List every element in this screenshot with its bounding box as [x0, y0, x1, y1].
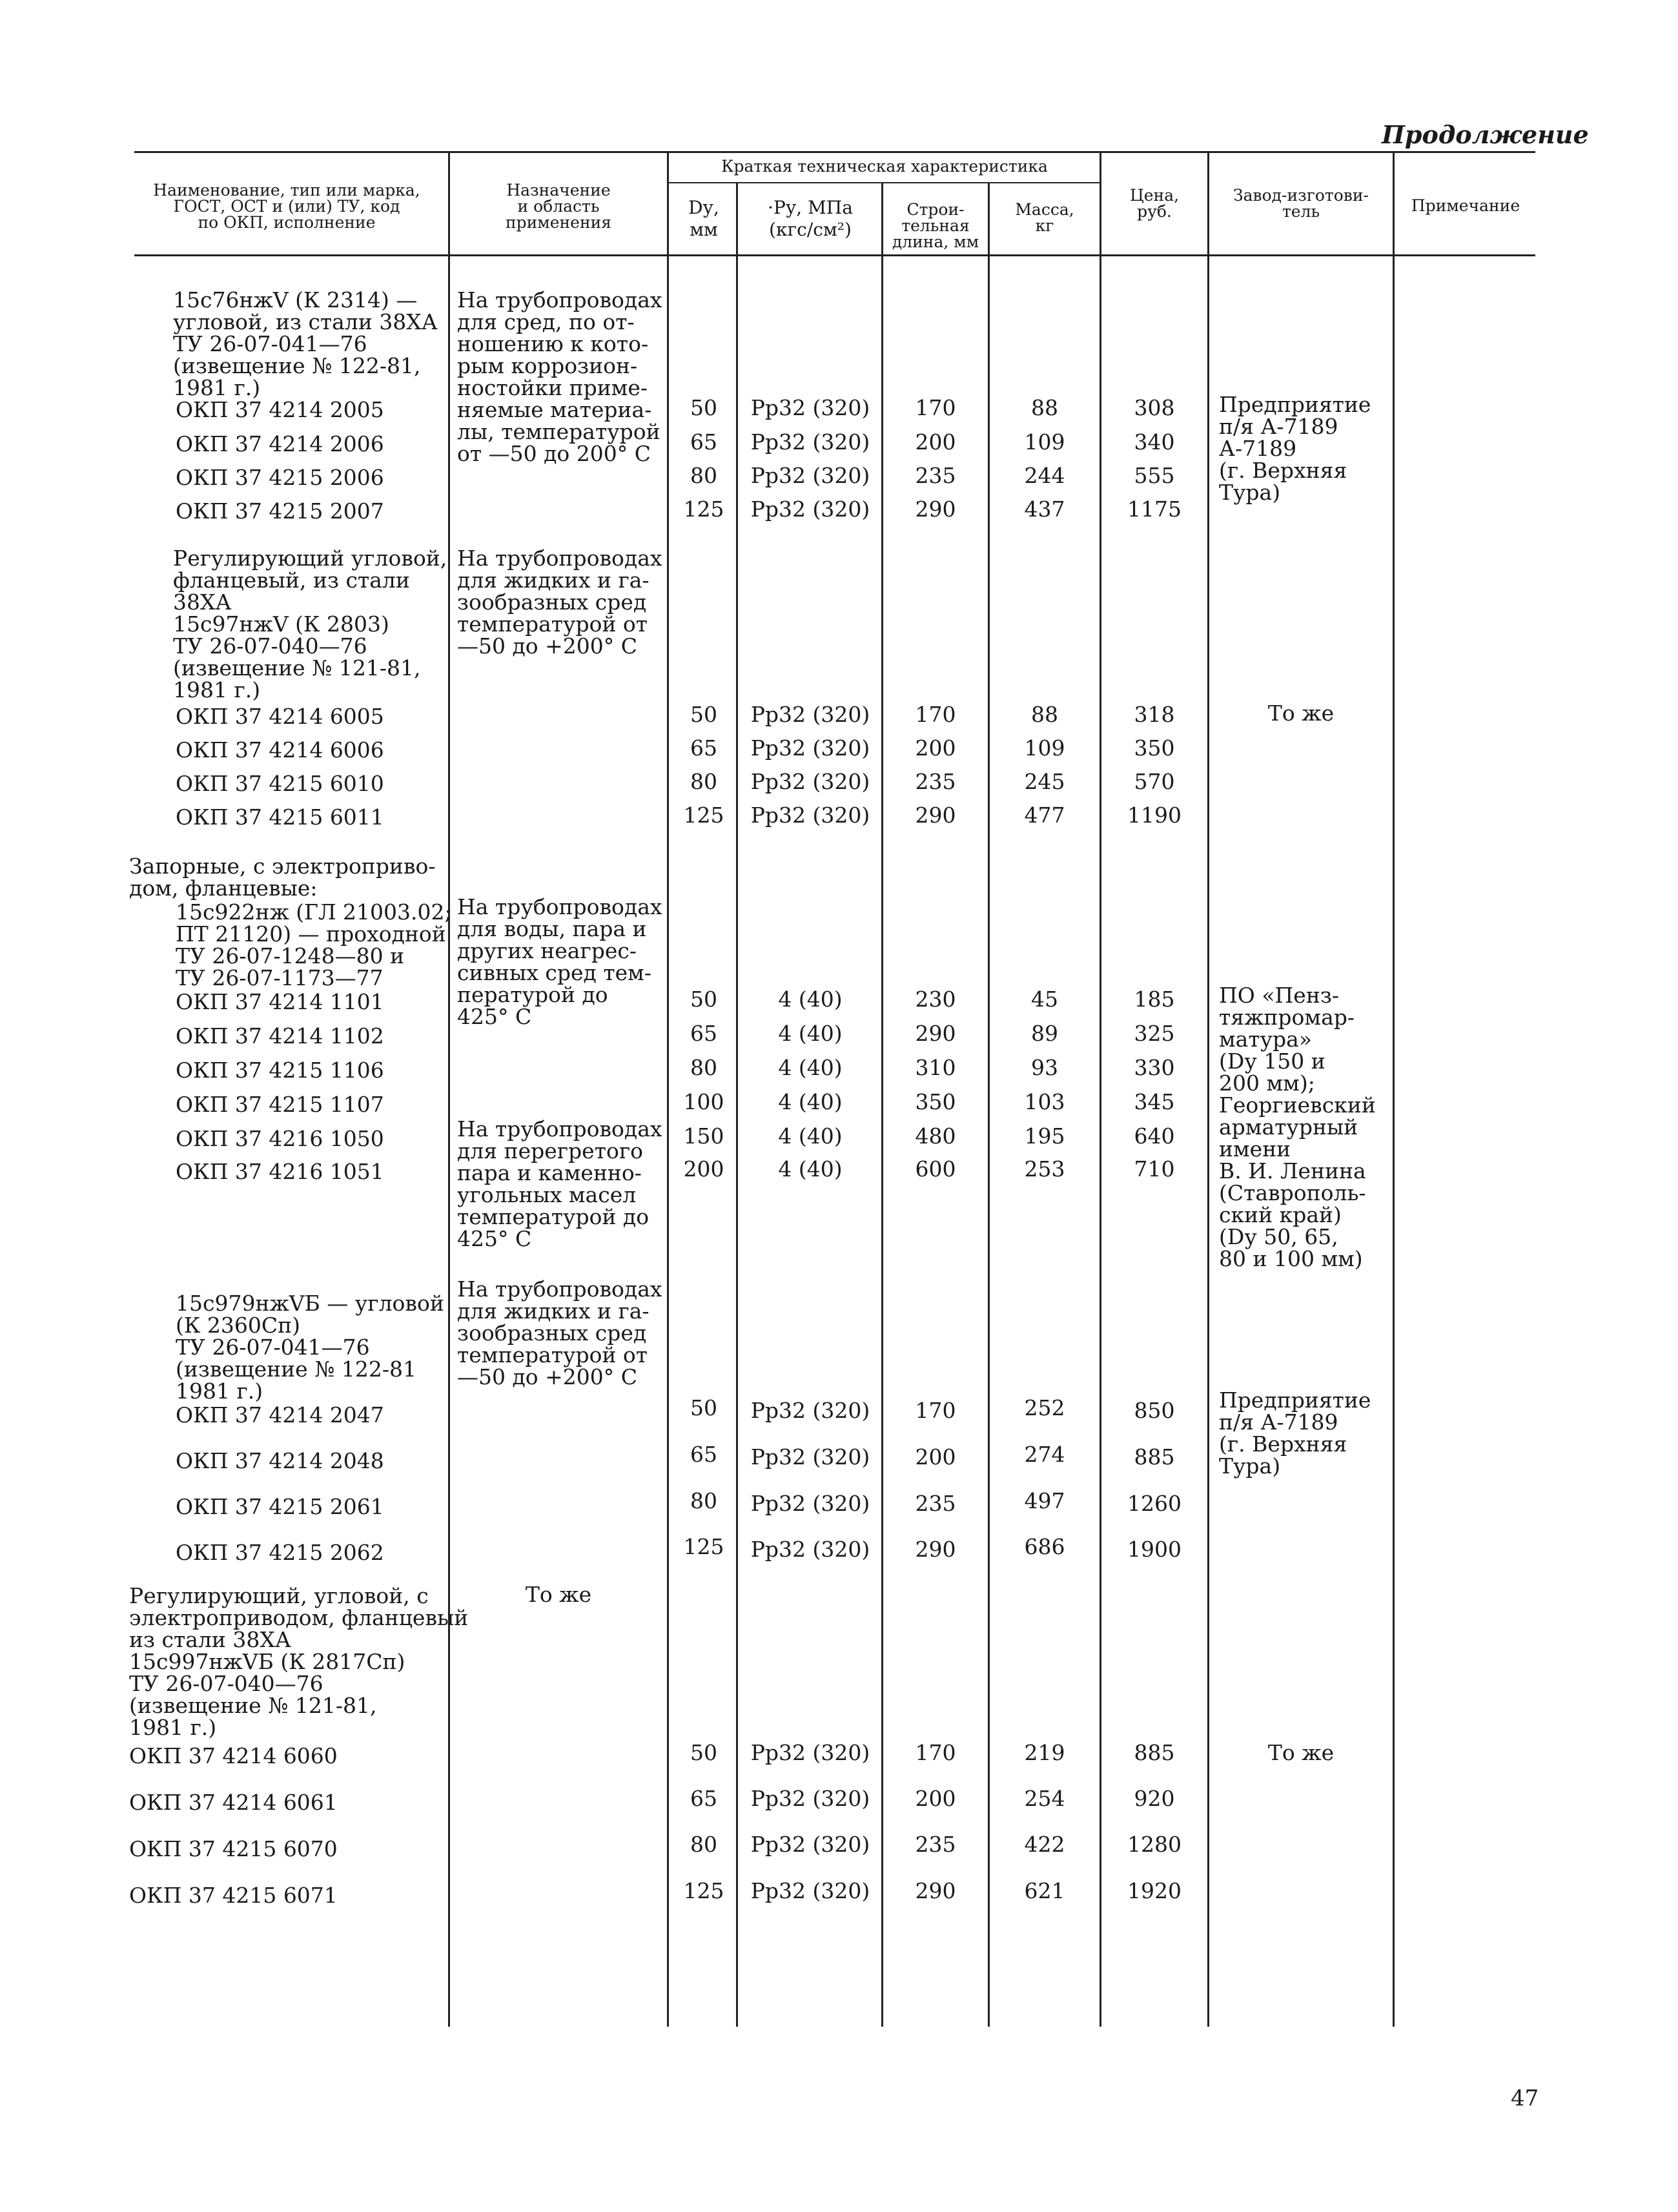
dy-value: 80: [690, 1055, 717, 1080]
header-mass: Масса, кг: [1015, 200, 1074, 235]
price-value: 345: [1134, 1089, 1175, 1114]
price-value: 340: [1134, 429, 1175, 455]
length-value: 200: [915, 429, 956, 455]
price-value: 330: [1134, 1055, 1175, 1080]
dy-value: 200: [683, 1156, 724, 1182]
py-value: 4 (40): [778, 1021, 843, 1046]
length-value: 600: [915, 1156, 956, 1182]
mass-value: 89: [1031, 1021, 1058, 1046]
length-value: 235: [915, 1491, 956, 1516]
mass-value: 244: [1024, 463, 1065, 488]
length-value: 200: [915, 1786, 956, 1811]
group-name: 15с922нж (ГЛ 21003.02; ПТ 21120) — проходной ТУ 26-07-1248—80 и ТУ 26-07-1173—77: [176, 899, 452, 990]
okp-code: ОКП 37 4216 1051: [176, 1159, 384, 1184]
group-purpose: На трубопроводах для жидких и га- зообразных сред температурой от —50 до +200° С: [457, 546, 662, 659]
length-value: 235: [915, 769, 956, 794]
okp-code: ОКП 37 4214 1102: [176, 1023, 384, 1049]
price-value: 350: [1134, 735, 1175, 761]
dy-value: 80: [690, 769, 717, 794]
group-maker: ПО «Пенз- тяжпромар- матура» (Dу 150 и 200 мм); Георгиевский арматурный имени В. И. Ленина (Ставрополь- ский край) (Dу 50, 65, 80 и 100 мм): [1219, 983, 1376, 1271]
page-number: 47: [1511, 2085, 1539, 2111]
dy-value: 65: [690, 429, 717, 455]
price-value: 318: [1134, 702, 1175, 727]
py-value: Pр32 (320): [750, 702, 870, 727]
col-rule-dy: [736, 182, 738, 2027]
py-value: Pр32 (320): [750, 463, 870, 488]
dy-value: 50: [690, 1395, 717, 1420]
price-value: 850: [1134, 1398, 1175, 1423]
py-value: Pр32 (320): [750, 429, 870, 455]
py-value: 4 (40): [778, 1123, 843, 1149]
dy-value: 65: [690, 1442, 717, 1467]
header-group-rule: [667, 182, 1101, 183]
header-length: Строи- тельная длина, мм: [892, 200, 979, 251]
header-bottom-rule: [134, 254, 1535, 256]
group-name: Регулирующий, угловой, с электроприводом, фланцевый из стали 38ХА 15с997нжVБ (К 2817Сп) ТУ 26-07-040—76 (извещение № 121-81, 1981 г.): [129, 1583, 469, 1740]
okp-code: ОКП 37 4214 1101: [176, 989, 384, 1014]
group-purpose: На трубопроводах для жидких и га- зообразных сред температурой от —50 до +200° С: [457, 1276, 662, 1389]
py-value: Pр32 (320): [750, 1444, 870, 1470]
py-value: Pр32 (320): [750, 1537, 870, 1562]
header-maker: Завод-изготови- тель: [1233, 186, 1369, 221]
length-value: 235: [915, 1832, 956, 1857]
okp-code: ОКП 37 4214 2047: [176, 1402, 384, 1428]
dy-value: 50: [690, 987, 717, 1012]
dy-value: 65: [690, 1786, 717, 1811]
py-value: 4 (40): [778, 1089, 843, 1114]
length-value: 170: [915, 702, 956, 727]
group-maker: То же: [1267, 701, 1335, 726]
py-value: Pр32 (320): [750, 1491, 870, 1516]
length-value: 310: [915, 1055, 956, 1080]
mass-value: 252: [1024, 1395, 1065, 1420]
price-value: 1190: [1127, 803, 1182, 828]
group-maker: Предприятие п/я А-7189 А-7189 (г. Верхняя Тура): [1219, 392, 1371, 505]
mass-value: 88: [1031, 395, 1058, 420]
header-dy: Dу, мм: [688, 197, 719, 240]
okp-code: ОКП 37 4214 2048: [176, 1448, 384, 1473]
length-value: 480: [915, 1123, 956, 1149]
dy-value: 80: [690, 1832, 717, 1857]
mass-value: 93: [1031, 1055, 1058, 1080]
group-name: 15с979нжVБ — угловой (К 2360Сп) ТУ 26-07-041—76 (извещение № 122-81 1981 г.): [176, 1291, 444, 1404]
price-value: 1900: [1127, 1537, 1182, 1562]
group-maker: То же: [1267, 1740, 1335, 1765]
header-purpose: Назначение и область применения: [505, 181, 612, 232]
mass-value: 497: [1024, 1488, 1065, 1513]
length-value: 170: [915, 395, 956, 420]
length-value: 290: [915, 1878, 956, 1903]
length-value: 200: [915, 1444, 956, 1470]
py-value: Pр32 (320): [750, 1398, 870, 1423]
py-value: Pр32 (320): [750, 769, 870, 794]
length-value: 290: [915, 803, 956, 828]
py-value: Pр32 (320): [750, 803, 870, 828]
group-name: Регулирующий угловой, фланцевый, из стали 38ХА 15с97нжV (К 2803) ТУ 26-07-040—76 (извещение № 121-81, 1981 г.): [173, 546, 447, 702]
length-value: 290: [915, 497, 956, 522]
length-value: 170: [915, 1398, 956, 1423]
price-value: 570: [1134, 769, 1175, 794]
py-value: Pр32 (320): [750, 395, 870, 420]
group-purpose: На трубопроводах для воды, пара и других неагрес- сивных сред тем- пературой до 425° С: [457, 894, 662, 1029]
header-name: Наименование, тип или марка, ГОСТ, ОСТ и (или) ТУ, код по ОКП, исполнение: [153, 181, 420, 232]
py-value: Pр32 (320): [750, 497, 870, 522]
py-value: Pр32 (320): [750, 1832, 870, 1857]
mass-value: 109: [1024, 735, 1065, 761]
col-rule-purpose: [667, 151, 669, 2027]
okp-code: ОКП 37 4215 6071: [129, 1883, 338, 1908]
mass-value: 45: [1031, 987, 1058, 1012]
okp-code: ОКП 37 4214 6060: [129, 1743, 338, 1768]
okp-code: ОКП 37 4215 2007: [176, 498, 384, 524]
okp-code: ОКП 37 4215 6011: [176, 804, 384, 830]
dy-value: 125: [683, 1534, 724, 1559]
okp-code: ОКП 37 4216 1050: [176, 1126, 384, 1151]
okp-code: ОКП 37 4214 2006: [176, 431, 384, 456]
mass-value: 274: [1024, 1442, 1065, 1467]
py-value: Pр32 (320): [750, 735, 870, 761]
dy-value: 80: [690, 463, 717, 488]
okp-code: ОКП 37 4214 6061: [129, 1790, 338, 1815]
group-purpose-secondary: На трубопроводах для перегретого пара и каменно- угольных масел температурой до 425° С: [457, 1116, 662, 1251]
mass-value: 254: [1024, 1786, 1065, 1811]
py-value: Pр32 (320): [750, 1786, 870, 1811]
py-value: 4 (40): [778, 987, 843, 1012]
col-rule-name: [448, 151, 450, 2027]
dy-value: 125: [683, 1878, 724, 1903]
header-group: Краткая техническая характеристика: [721, 157, 1048, 176]
mass-value: 109: [1024, 429, 1065, 455]
mass-value: 245: [1024, 769, 1065, 794]
okp-code: ОКП 37 4215 2062: [176, 1540, 384, 1565]
mass-value: 88: [1031, 702, 1058, 727]
group-purpose: То же: [525, 1582, 592, 1607]
dy-value: 80: [690, 1488, 717, 1513]
mass-value: 103: [1024, 1089, 1065, 1114]
price-value: 885: [1134, 1444, 1175, 1470]
price-value: 1260: [1127, 1491, 1182, 1516]
length-value: 230: [915, 987, 956, 1012]
okp-code: ОКП 37 4215 2006: [176, 465, 384, 490]
dy-value: 65: [690, 1021, 717, 1046]
mass-value: 219: [1024, 1740, 1065, 1765]
price-value: 640: [1134, 1123, 1175, 1149]
price-value: 1280: [1127, 1832, 1182, 1857]
group-title: Запорные, с электроприво- дом, фланцевые:: [129, 854, 436, 901]
group-maker: Предприятие п/я А-7189 (г. Верхняя Тура): [1219, 1388, 1371, 1479]
price-value: 710: [1134, 1156, 1175, 1182]
length-value: 350: [915, 1089, 956, 1114]
continuation-label: Продолжение: [1382, 120, 1589, 149]
mass-value: 621: [1024, 1878, 1065, 1903]
mass-value: 477: [1024, 803, 1065, 828]
mass-value: 437: [1024, 497, 1065, 522]
group-purpose: На трубопроводах для сред, по от- ношению к кото- рым коррозион- ностойки приме- няемые материа- лы, температурой от —50 до 200° С: [457, 287, 662, 466]
okp-code: ОКП 37 4214 6005: [176, 704, 384, 729]
dy-value: 65: [690, 735, 717, 761]
price-value: 555: [1134, 463, 1175, 488]
price-value: 1175: [1127, 497, 1182, 522]
dy-value: 50: [690, 1740, 717, 1765]
py-value: 4 (40): [778, 1156, 843, 1182]
okp-code: ОКП 37 4214 6006: [176, 737, 384, 763]
length-value: 290: [915, 1021, 956, 1046]
dy-value: 125: [683, 497, 724, 522]
okp-code: ОКП 37 4215 6070: [129, 1836, 338, 1861]
py-value: Pр32 (320): [750, 1740, 870, 1765]
length-value: 290: [915, 1537, 956, 1562]
mass-value: 195: [1024, 1123, 1065, 1149]
py-value: 4 (40): [778, 1055, 843, 1080]
okp-code: ОКП 37 4215 2061: [176, 1494, 384, 1519]
length-value: 170: [915, 1740, 956, 1765]
dy-value: 50: [690, 395, 717, 420]
header-top-rule: [134, 151, 1535, 153]
mass-value: 422: [1024, 1832, 1065, 1857]
col-rule-maker: [1393, 151, 1395, 2027]
length-value: 235: [915, 463, 956, 488]
okp-code: ОКП 37 4215 1107: [176, 1092, 384, 1117]
price-value: 325: [1134, 1021, 1175, 1046]
price-value: 885: [1134, 1740, 1175, 1765]
price-value: 185: [1134, 987, 1175, 1012]
py-value: Pр32 (320): [750, 1878, 870, 1903]
dy-value: 125: [683, 803, 724, 828]
dy-value: 100: [683, 1089, 724, 1114]
group-name: 15с76нжV (К 2314) — угловой, из стали 38ХА ТУ 26-07-041—76 (извещение № 122-81, 1981 г.): [173, 287, 438, 400]
header-price: Цена, руб.: [1129, 186, 1180, 221]
dy-value: 150: [683, 1123, 724, 1149]
header-py: ·Pу, МПа (кгс/см²): [768, 197, 853, 240]
okp-code: ОКП 37 4215 1106: [176, 1058, 384, 1083]
price-value: 920: [1134, 1786, 1175, 1811]
price-value: 308: [1134, 395, 1175, 420]
header-note: Примечание: [1411, 196, 1520, 215]
okp-code: ОКП 37 4214 2005: [176, 397, 384, 422]
mass-value: 253: [1024, 1156, 1065, 1182]
price-value: 1920: [1127, 1878, 1182, 1903]
mass-value: 686: [1024, 1534, 1065, 1559]
length-value: 200: [915, 735, 956, 761]
okp-code: ОКП 37 4215 6010: [176, 771, 384, 796]
dy-value: 50: [690, 702, 717, 727]
